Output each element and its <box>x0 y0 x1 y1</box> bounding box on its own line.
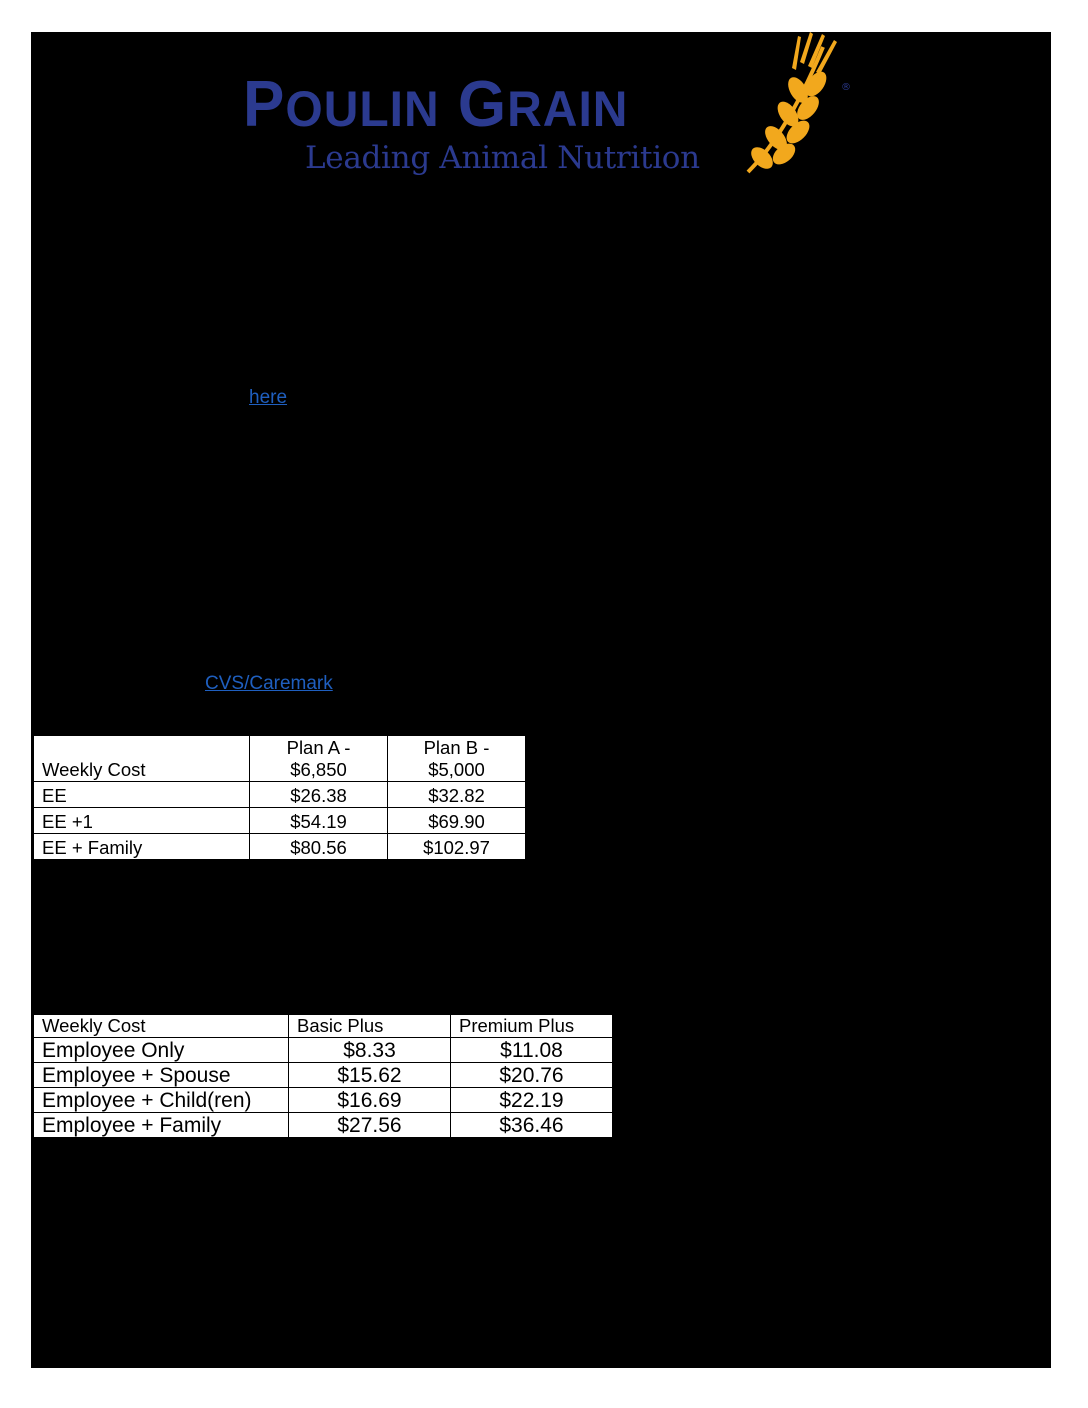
coverage-label: Employee + Spouse <box>34 1063 289 1088</box>
premium-plus-cost: $11.08 <box>451 1038 613 1063</box>
coverage-label: Employee + Family <box>34 1113 289 1138</box>
header-weekly-cost: Weekly Cost <box>34 1015 289 1038</box>
plan-a-title: Plan A - <box>286 737 351 758</box>
table-row <box>34 1038 613 1063</box>
table-header-row <box>34 1015 613 1038</box>
basic-plus-cost: $8.33 <box>289 1038 451 1063</box>
table-row <box>34 782 526 808</box>
header-basic-plus: Basic Plus <box>289 1015 451 1038</box>
premium-plus-cost: $36.46 <box>451 1113 613 1138</box>
wheat-icon <box>728 32 848 177</box>
basic-plus-cost: $15.62 <box>289 1063 451 1088</box>
table-row <box>34 834 526 860</box>
plan-a-cost: $54.19 <box>250 808 388 834</box>
coverage-label: EE <box>34 782 250 808</box>
premium-plus-cost: $22.19 <box>451 1088 613 1113</box>
header-plan-a <box>250 736 388 782</box>
basic-plus-cost: $27.56 <box>289 1113 451 1138</box>
cvs-caremark-link[interactable]: CVS/Caremark <box>205 673 333 694</box>
brand-letter: P <box>243 68 286 141</box>
plan-a-cost: $26.38 <box>250 782 388 808</box>
brand-name <box>243 68 629 141</box>
table-row <box>34 1088 613 1113</box>
medical-weekly-cost-table <box>33 735 526 860</box>
plan-b-cost: $69.90 <box>388 808 526 834</box>
plan-b-title: Plan B - <box>423 737 490 758</box>
brand-letter: G <box>439 68 508 141</box>
table-header-row <box>34 736 526 782</box>
here-link[interactable]: here <box>249 387 288 408</box>
registered-mark: ® <box>841 82 851 93</box>
premium-plus-cost: $20.76 <box>451 1063 613 1088</box>
document-page <box>31 32 1051 1368</box>
plan-b-cost: $32.82 <box>388 782 526 808</box>
coverage-label: EE +1 <box>34 808 250 834</box>
coverage-label: Employee + Child(ren) <box>34 1088 289 1113</box>
brand-word-1: OULIN <box>285 81 440 138</box>
dental-weekly-cost-table <box>33 1014 613 1138</box>
brand-word-2: RAIN <box>507 81 629 138</box>
coverage-label: Employee Only <box>34 1038 289 1063</box>
plan-a-deductible: $6,850 <box>290 759 347 780</box>
plan-b-cost: $102.97 <box>388 834 526 860</box>
header-plan-b <box>388 736 526 782</box>
basic-plus-cost: $16.69 <box>289 1088 451 1113</box>
brand-tagline: Leading Animal Nutrition <box>305 140 700 176</box>
coverage-label: EE + Family <box>34 834 250 860</box>
table-row <box>34 1063 613 1088</box>
table-row <box>34 808 526 834</box>
poulin-grain-logo <box>243 32 853 192</box>
header-premium-plus: Premium Plus <box>451 1015 613 1038</box>
plan-a-cost: $80.56 <box>250 834 388 860</box>
table-row <box>34 1113 613 1138</box>
header-weekly-cost: Weekly Cost <box>34 736 250 782</box>
plan-b-deductible: $5,000 <box>428 759 485 780</box>
